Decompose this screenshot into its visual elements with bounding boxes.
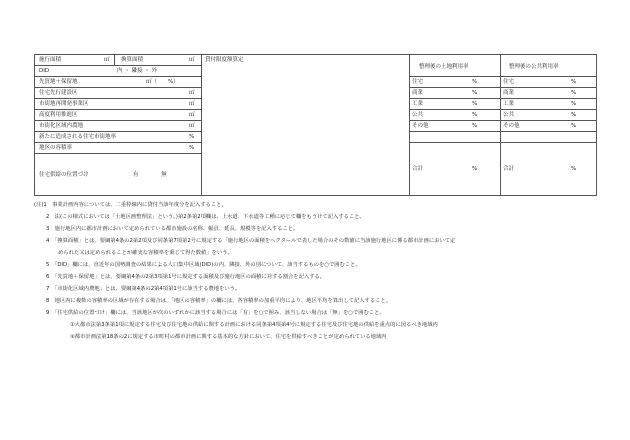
land-use-unit: %	[472, 79, 478, 85]
divider	[35, 131, 201, 132]
housing-no-option[interactable]: 無	[161, 172, 167, 178]
public-use-unit: %	[571, 112, 577, 118]
row-unit: ㎡	[189, 112, 195, 118]
divider	[201, 55, 202, 195]
row-label: 新たに造成される住宅市街地率	[39, 134, 117, 140]
divider	[35, 98, 201, 99]
note-line: ①大都市法第3条第1項に規定する住宅及び住宅地の供給に関する計画における同条第4項第4号に規定する住宅及び住宅地の供給を重点的に図るべき地域内	[70, 322, 438, 328]
divider	[409, 87, 596, 88]
land-use-label: 住宅	[412, 79, 424, 85]
public-use-total-unit: %	[571, 166, 577, 172]
area-unit: ㎡	[104, 57, 110, 63]
land-use-unit: %	[472, 112, 478, 118]
row-label: 住宅先行建設区	[39, 90, 78, 96]
divider	[35, 142, 201, 143]
row-unit: ㎡	[189, 90, 195, 96]
note-line: 3 施行地区内に都市計画において定められている都市施設の名称、幅員、延長、規模等を記入すること。	[46, 226, 299, 232]
area-label: 施行面積	[39, 57, 62, 63]
converted-area-unit: ㎡	[189, 57, 195, 63]
note-line: 9 「住宅供給の位置づけ」欄には、当該地区が次のいずれかに該当する場合には「有」を○で囲み、該当しない場合は「無」を○で囲むこと。	[46, 310, 385, 316]
did-label: DID	[39, 68, 50, 74]
did-options: 内 ・ 隣接 ・ 外	[117, 68, 157, 74]
public-use-label: 住宅	[503, 79, 515, 85]
divider	[409, 109, 596, 110]
public-use-total-label: 合計	[503, 166, 515, 172]
row-label: 市街地再開発事業区	[39, 101, 89, 107]
land-use-label: 公共	[412, 112, 424, 118]
public-use-unit: %	[571, 90, 577, 96]
public-use-label: 公共	[503, 112, 515, 118]
row-unit: ㎡	[189, 101, 195, 107]
divider	[409, 131, 596, 132]
divider	[35, 153, 201, 154]
divider	[409, 120, 596, 121]
public-use-label: 工業	[503, 101, 515, 107]
row-unit: ㎡	[189, 123, 195, 129]
converted-area-label: 換算面積	[121, 57, 144, 63]
divider	[409, 98, 596, 99]
land-use-label: 工業	[412, 101, 424, 107]
public-use-unit: %	[571, 79, 577, 85]
land-use-total-unit: %	[472, 166, 478, 172]
land-use-unit: %	[472, 90, 478, 96]
land-use-label: その他	[412, 123, 429, 129]
row-unit: ㎡（ %）	[146, 79, 179, 85]
row-label: 地区の容積率	[39, 145, 73, 151]
public-use-label: その他	[503, 123, 520, 129]
land-use-unit: %	[472, 101, 478, 107]
loan-limit-header: 貸付限度額算定	[205, 57, 244, 63]
land-use-label: 商業	[412, 90, 424, 96]
note-line: 4 「換算面積」とは、要綱第4条の2第2項及び同条第7項第2号に規定する「施行地区の面積をヘクタールで表した場合のその数値に当該施行地区に係る都市計画において定	[46, 238, 456, 244]
divider	[35, 76, 201, 77]
public-use-unit: %	[571, 123, 577, 129]
note-line: ②都市計画法第18条の2に規定する市町村の都市計画に関する基本的な方針において、住宅を供給すべきことが定められている地域内	[70, 334, 387, 340]
row-label: 高度利用推進区	[39, 112, 78, 118]
note-line: 5 「DID」欄には、直近年の国勢調査の結果による人口集中区域(DID)の内、隣接、外の別について、該当するものを○で囲むこと。	[46, 262, 361, 268]
note-line: 8 地区内に複数の容積率の区域が存在する場合は、「地区の容積率」の欄には、各容積率の加重平均により、地区平均を算出して記入すること。	[46, 298, 392, 304]
land-use-unit: %	[472, 123, 478, 129]
divider	[409, 142, 596, 143]
divider	[35, 65, 201, 66]
land-use-header: 整理後の土地利用率	[419, 64, 469, 70]
public-use-label: 商業	[503, 90, 515, 96]
note-line: 7 「市街化区域内農地」とは、要綱第4条の2第4項第1号に該当する農地をいう。	[46, 286, 241, 292]
plan-table	[34, 54, 597, 196]
divider	[409, 76, 596, 77]
note-line: (注)1 事業計画内容については、二重枠線内に貸付当該年度分を記入すること。	[34, 202, 227, 208]
housing-yes-option[interactable]: 有	[133, 172, 139, 178]
note-line: 2 法(この様式においては「土地区画整理法」という。)第2条第2項欄は、上水道、下水道等工種に応じて欄をもうけて記入すること。	[46, 214, 365, 220]
divider	[35, 87, 201, 88]
divider	[35, 109, 201, 110]
housing-supply-label: 住宅供給の位置づけ	[39, 172, 89, 178]
note-line: 6 「先買地＋保留地」とは、要綱第4条の2第3項第1号に規定する面積及び施行地区の面積に対する割合を記入する。	[46, 274, 326, 280]
row-label: 先買地＋保留地	[39, 79, 78, 85]
land-use-total-label: 合計	[412, 166, 424, 172]
divider	[114, 55, 115, 65]
row-unit: %	[189, 134, 195, 140]
public-use-unit: %	[571, 101, 577, 107]
row-unit: %	[189, 145, 195, 151]
note-line: められた又は定められることが確実な容積率を乗じて得た数値」をいう。	[58, 250, 233, 256]
divider	[35, 120, 201, 121]
row-label: 市街化区域内農地	[39, 123, 84, 129]
public-use-header: 整理後の公共利用率	[509, 64, 559, 70]
